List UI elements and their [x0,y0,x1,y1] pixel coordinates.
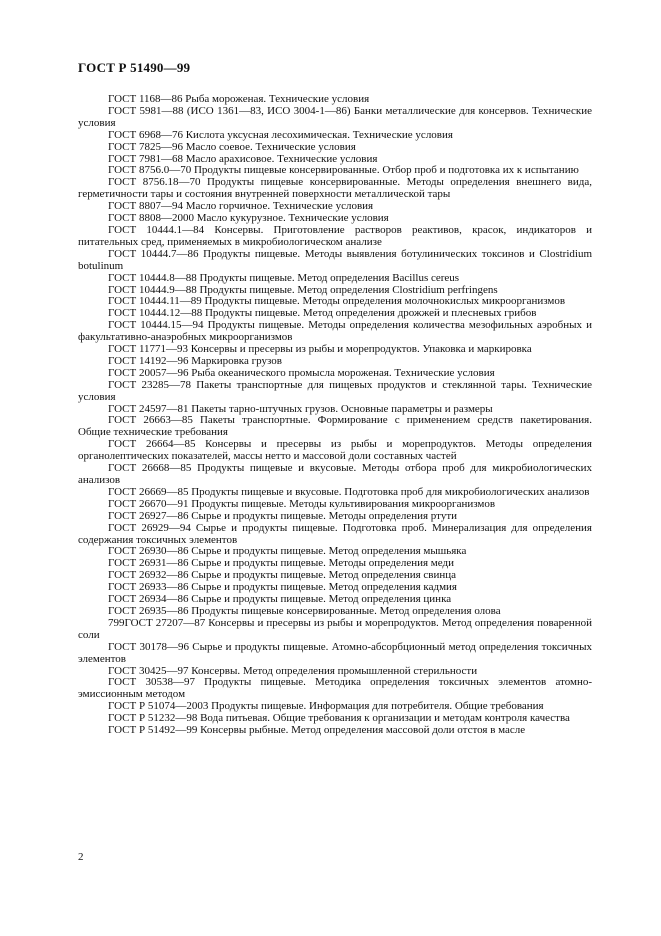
reference-item: ГОСТ 10444.11—89 Продукты пищевые. Методы определения молочнокислых микроорганизмов [108,295,566,308]
reference-item: 799ГОСТ 27207—87 Консервы и пресервы из рыбы и морепродуктов. Метод определения поваренной соли [78,616,592,641]
reference-item: ГОСТ 5981—88 (ИСО 1361—83, ИСО 3004-1—86) Банки металлические для консервов. Технические условия [78,104,592,129]
page-number: 2 [78,851,84,863]
reference-item: ГОСТ 10444.9—88 Продукты пищевые. Метод определения Clostridium perfringens [108,283,498,296]
document-header: ГОСТ Р 51490—99 [78,60,191,75]
reference-item: ГОСТ 6968—76 Кислота уксусная лесохимическая. Технические условия [108,128,453,141]
reference-item: ГОСТ 14192—96 Маркировка грузов [108,354,282,367]
reference-item: ГОСТ 7825—96 Масло соевое. Технические условия [108,140,356,153]
reference-item: ГОСТ Р 51232—98 Вода питьевая. Общие требования к организации и методам контроля качества [108,712,570,725]
reference-item: ГОСТ 23285—78 Пакеты транспортные для пищевых продуктов и стеклянной тары. Технические условия [78,378,592,403]
reference-item: ГОСТ 30178—96 Сырье и продукты пищевые. Атомно-абсорбционный метод определения токсичных элементов [78,640,592,665]
normative-references-list [78,94,592,737]
reference-item: ГОСТ 26931—86 Сырье и продукты пищевые. Методы определения меди [108,557,454,570]
reference-item: ГОСТ 1168—86 Рыба мороженая. Технические условия [108,93,370,105]
reference-item: ГОСТ 10444.8—88 Продукты пищевые. Метод определения Bacillus cereus [108,271,460,284]
reference-item: ГОСТ 10444.1—84 Консервы. Приготовление растворов реактивов, красок, индикаторов и питательных сред, применяемых в микробиологическом анализе [78,223,592,248]
reference-item: ГОСТ 26934—86 Сырье и продукты пищевые. Метод определения цинка [108,593,452,606]
reference-item: ГОСТ Р 51492—99 Консервы рыбные. Метод определения массовой доли отстоя в масле [108,724,526,737]
reference-item: ГОСТ 24597—81 Пакеты тарно-штучных грузов. Основные параметры и размеры [108,402,493,415]
reference-item: ГОСТ 26668—85 Продукты пищевые и вкусовые. Методы отбора проб для микробиологических анализов [78,462,592,486]
reference-item: ГОСТ Р 51074—2003 Продукты пищевые. Информация для потребителя. Общие требования [108,700,544,713]
reference-item: ГОСТ 26927—86 Сырье и продукты пищевые. Методы определения ртути [108,509,458,522]
reference-item: ГОСТ 8808—2000 Масло кукурузное. Технические условия [108,212,389,225]
reference-item: ГОСТ 8807—94 Масло горчичное. Технические условия [108,200,374,213]
reference-item: ГОСТ 30425—97 Консервы. Метод определения промышленной стерильности [108,664,478,677]
reference-item: ГОСТ 26670—91 Продукты пищевые. Методы культивирования микроорганизмов [108,497,496,510]
reference-item: ГОСТ 11771—93 Консервы и пресервы из рыбы и морепродуктов. Упаковка и маркировка [108,343,532,356]
reference-item: ГОСТ 8756.18—70 Продукты пищевые консервированные. Методы определения внешнего вида, герметичности тары и состояния внутренней поверхности металлической тары [78,176,592,201]
reference-item: ГОСТ 8756.0—70 Продукты пищевые консервированные. Отбор проб и подготовка их к испытанию [108,164,579,177]
reference-item: ГОСТ 26669—85 Продукты пищевые и вкусовые. Подготовка проб для микробиологических анализов [108,485,590,498]
reference-item: ГОСТ 26932—86 Сырье и продукты пищевые. Метод определения свинца [108,569,457,582]
reference-item: ГОСТ 26663—85 Пакеты транспортные. Формирование с применением средств пакетирования. Общие технические требования [78,414,592,439]
reference-item: ГОСТ 10444.7—86 Продукты пищевые. Методы выявления ботулинических токсинов и Clostridium botulinum [78,247,592,272]
reference-item: ГОСТ 10444.12—88 Продукты пищевые. Метод определения дрожжей и плесневых грибов [108,307,537,320]
reference-item: ГОСТ 7981—68 Масло арахисовое. Технические условия [108,152,378,165]
reference-item: ГОСТ 26664—85 Консервы и пресервы из рыбы и морепродуктов. Методы определения органолептических показателей, массы нетто и массовой доли составных частей [78,438,592,463]
reference-item: ГОСТ 20057—96 Рыба океанического промысла мороженая. Технические условия [108,366,495,379]
reference-item: ГОСТ 26930—86 Сырье и продукты пищевые. Метод определения мышьяка [108,545,467,558]
reference-item: ГОСТ 10444.15—94 Продукты пищевые. Методы определения количества мезофильных аэробных и факультативно-анаэробных микроорганизмов [78,319,592,344]
reference-item: ГОСТ 30538—97 Продукты пищевые. Методика определения токсичных элементов атомно-эмиссионным методом [78,676,592,701]
reference-item: ГОСТ 26935—86 Продукты пищевые консервированные. Метод определения олова [108,604,501,617]
reference-item: ГОСТ 26929—94 Сырье и продукты пищевые. Подготовка проб. Минерализация для определения содержания токсичных элементов [78,521,592,546]
reference-item: ГОСТ 26933—86 Сырье и продукты пищевые. Метод определения кадмия [108,581,457,594]
